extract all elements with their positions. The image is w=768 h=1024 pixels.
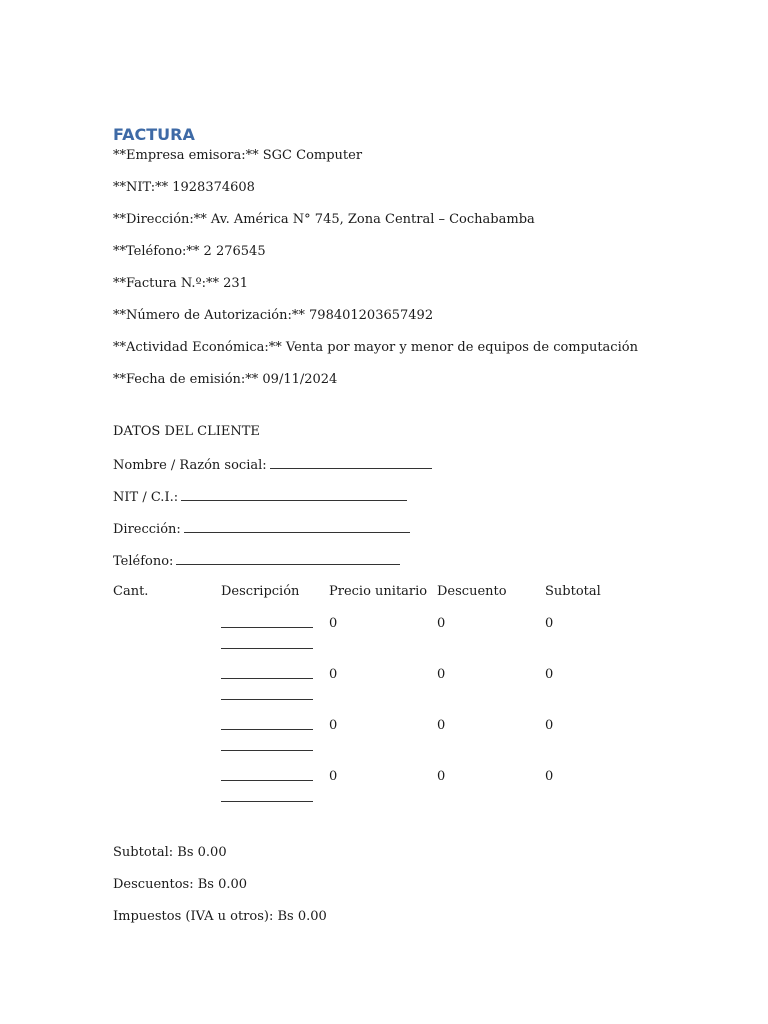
client-name-row <box>113 454 673 486</box>
cell-precio: 0 <box>329 667 338 682</box>
table-row <box>113 614 673 665</box>
cell-precio: 0 <box>329 616 338 631</box>
description-blank-line <box>221 686 313 700</box>
cell-descripcion[interactable] <box>221 665 329 716</box>
table-row <box>113 767 673 818</box>
description-blank-line <box>221 614 313 628</box>
cell-subtotal: 0 <box>545 667 554 682</box>
table-row <box>113 716 673 767</box>
header-precio: Precio unitario <box>329 584 428 599</box>
cell-subtotal: 0 <box>545 769 554 784</box>
client-phone-row <box>113 550 673 582</box>
description-blank-line <box>221 788 313 802</box>
description-blank-line <box>221 737 313 751</box>
client-nit-field[interactable] <box>181 486 407 501</box>
client-nit-row <box>113 486 673 518</box>
cell-descuento: 0 <box>437 616 446 631</box>
cell-descripcion[interactable] <box>221 716 329 767</box>
description-blank-line <box>221 716 313 730</box>
client-nit-label: NIT / C.I.: <box>113 490 179 505</box>
cell-subtotal: 0 <box>545 616 554 631</box>
issuer-company: **Empresa emisora:** SGC Computer <box>113 148 363 163</box>
issue-date: **Fecha de emisión:** 09/11/2024 <box>113 372 338 387</box>
issuer-nit: **NIT:** 1928374608 <box>113 180 255 195</box>
client-name-label: Nombre / Razón social: <box>113 458 267 473</box>
invoice-title: FACTURA <box>113 125 195 144</box>
invoice-document <box>113 124 673 939</box>
cell-cant[interactable] <box>113 767 221 818</box>
header-descuento: Descuento <box>437 584 507 599</box>
issuer-address: **Dirección:** Av. América N° 745, Zona Central – Cochabamba <box>113 212 535 227</box>
description-blank-line <box>221 635 313 649</box>
authorization-number: **Número de Autorización:** 798401203657492 <box>113 308 434 323</box>
description-blank-line <box>221 665 313 679</box>
totals-subtotal: Subtotal: Bs 0.00 <box>113 845 227 860</box>
totals-discounts: Descuentos: Bs 0.00 <box>113 877 248 892</box>
header-descripcion: Descripción <box>221 584 300 599</box>
header-subtotal: Subtotal <box>545 584 601 599</box>
client-section-heading: DATOS DEL CLIENTE <box>113 424 260 439</box>
cell-descuento: 0 <box>437 718 446 733</box>
cell-cant[interactable] <box>113 716 221 767</box>
totals-taxes: Impuestos (IVA u otros): Bs 0.00 <box>113 909 327 924</box>
client-address-field[interactable] <box>184 518 410 533</box>
cell-cant[interactable] <box>113 665 221 716</box>
cell-precio: 0 <box>329 718 338 733</box>
client-name-field[interactable] <box>270 454 432 469</box>
client-address-row <box>113 518 673 550</box>
totals-section <box>113 843 673 939</box>
client-phone-label: Teléfono: <box>113 554 174 569</box>
table-row <box>113 665 673 716</box>
cell-cant[interactable] <box>113 614 221 665</box>
invoice-number: **Factura N.º:** 231 <box>113 276 248 291</box>
cell-descripcion[interactable] <box>221 767 329 818</box>
description-blank-line <box>221 767 313 781</box>
header-cant: Cant. <box>113 584 149 599</box>
economic-activity: **Actividad Económica:** Venta por mayor y menor de equipos de computación <box>113 340 638 355</box>
cell-precio: 0 <box>329 769 338 784</box>
cell-subtotal: 0 <box>545 718 554 733</box>
items-table-header <box>113 582 673 614</box>
cell-descuento: 0 <box>437 769 446 784</box>
cell-descuento: 0 <box>437 667 446 682</box>
issuer-phone: **Teléfono:** 2 276545 <box>113 244 266 259</box>
cell-descripcion[interactable] <box>221 614 329 665</box>
client-phone-field[interactable] <box>176 550 400 565</box>
client-address-label: Dirección: <box>113 522 181 537</box>
